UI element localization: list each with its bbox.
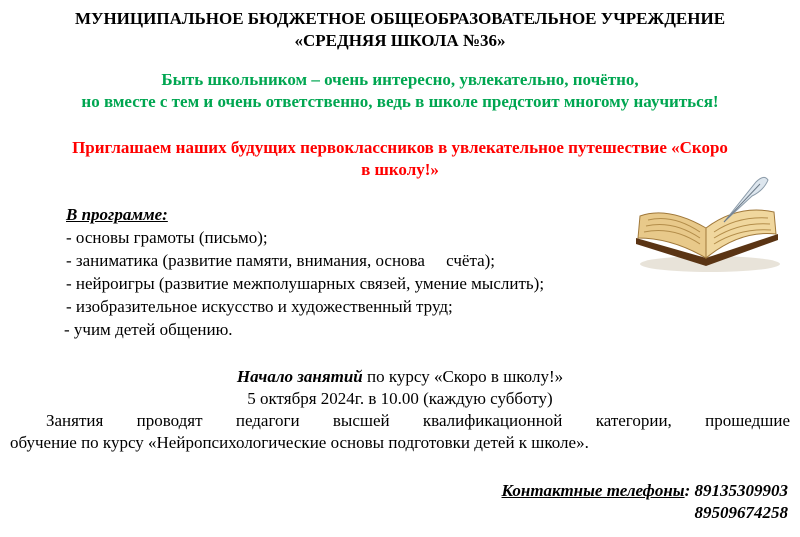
phone-2: 89509674258 (694, 503, 788, 522)
program-item: - изобразительное искусство и художественный труд; (66, 297, 453, 316)
intro-line1: Быть школьником – очень интересно, увлекательно, почётно, (161, 70, 639, 89)
contacts-separator: : (684, 481, 695, 500)
contacts-line1 (502, 480, 788, 501)
contacts-label: Контактные телефоны (501, 481, 685, 500)
start-rest: по курсу «Скоро в школу!» (362, 367, 564, 386)
open-book-with-quill-icon (628, 176, 788, 276)
teachers-line2: обучение по курсу «Нейропсихологические основы подготовки детей к школе». (10, 433, 589, 452)
program-heading: В программе: (66, 205, 168, 224)
intro-line2: но вместе с тем и очень ответственно, ведь в школе предстоит многому научиться! (81, 92, 719, 111)
program-item: - нейроигры (развитие межполушарных связей, умение мыслить); (66, 274, 545, 293)
program-item: - основы грамоты (письмо); (66, 228, 268, 247)
invite-line1: Приглашаем наших будущих первоклассников в увлекательное путешествие «Скоро (72, 138, 728, 157)
program-section (66, 204, 168, 226)
start-line (0, 366, 800, 387)
phone-1: 89135309903 (694, 481, 788, 500)
program-item: - учим детей общению. (64, 320, 233, 339)
school-name-line1: МУНИЦИПАЛЬНОЕ БЮДЖЕТНОЕ ОБЩЕОБРАЗОВАТЕЛЬНОЕ УЧРЕЖДЕНИЕ (74, 9, 726, 28)
start-label: Начало занятий (236, 367, 363, 386)
invite-line2: в школу!» (361, 160, 439, 179)
start-date: 5 октября 2024г. в 10.00 (каждую субботу) (247, 389, 553, 408)
teachers-line1: Занятия проводят педагоги высшей квалификационной категории, прошедшие (46, 411, 790, 430)
school-name-line2: «СРЕДНЯЯ ШКОЛА №36» (294, 31, 506, 50)
program-item: - заниматика (развитие памяти, внимания, основа счёта); (66, 251, 496, 270)
